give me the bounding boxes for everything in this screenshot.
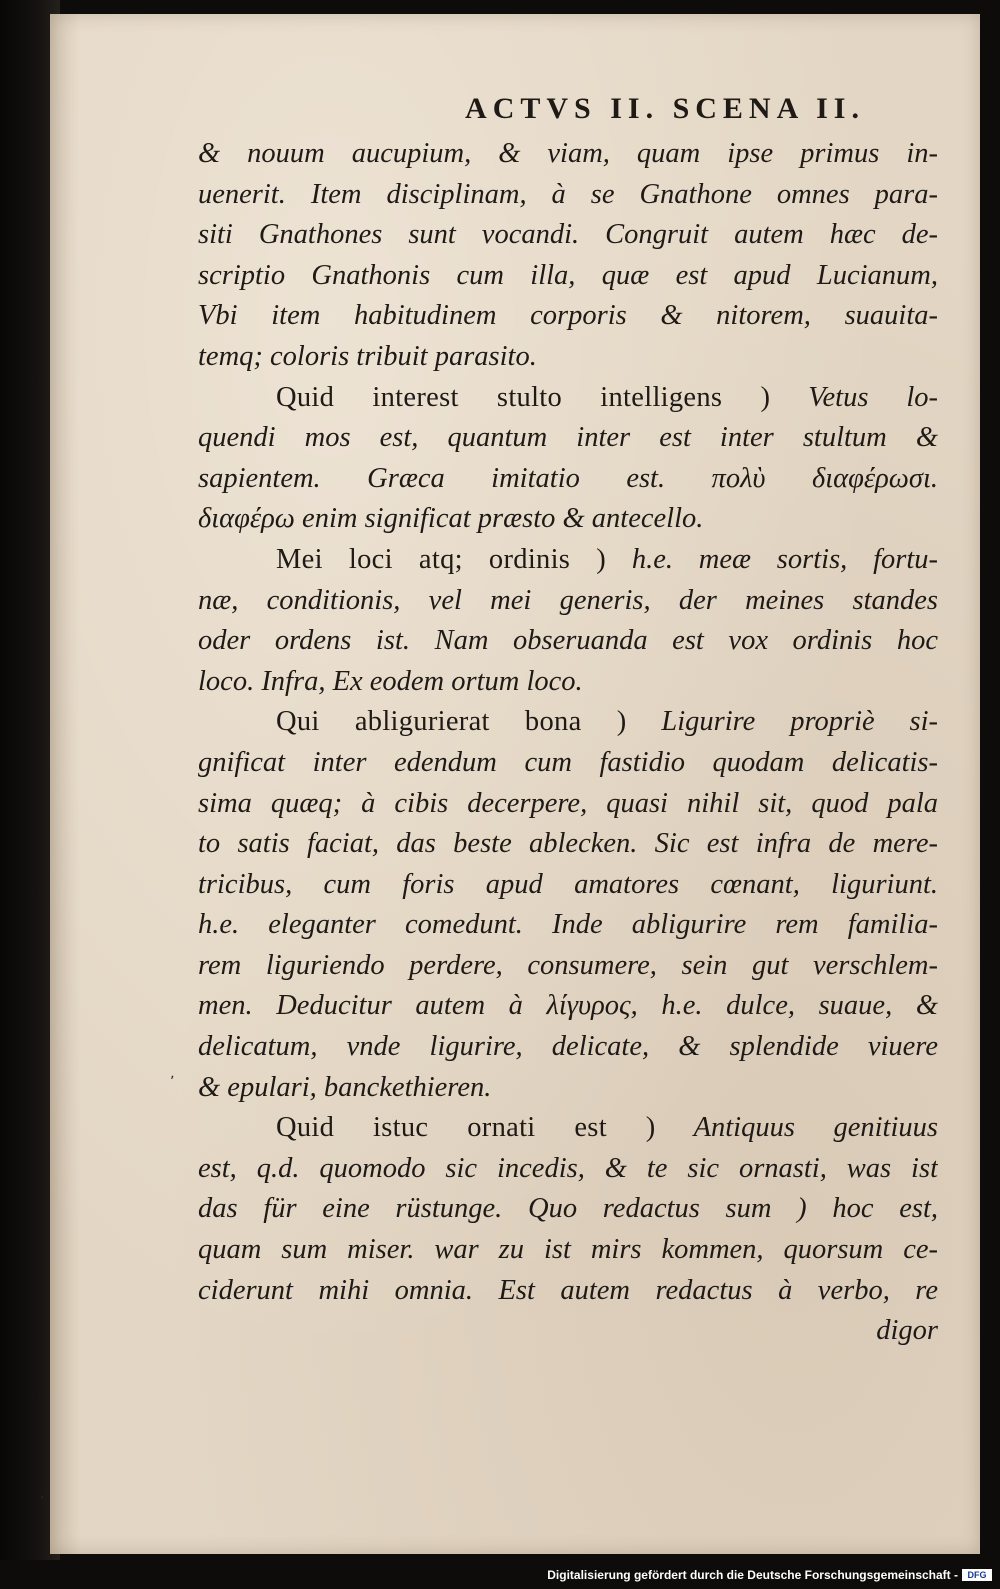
text-line: das für eine rüstunge. Quo redactus sum ) hoc est, [198,1193,938,1225]
running-head: ACTVS II. SCENA II. [465,92,865,125]
text-line: quendi mos est, quantum inter est inter stultum & [198,422,938,454]
catchword: digor [876,1315,938,1347]
text-line: scriptio Gnathonis cum illa, quæ est apud Lucianum, [198,259,938,291]
text-line: rem liguriendo perdere, consumere, sein gut verschlem- [198,949,938,981]
text-line: gnificat inter edendum cum fastidio quodam delicatis- [198,746,938,778]
text-line: tricibus, cum foris apud amatores cœnant, liguriunt. [198,868,938,900]
text-line: Qui abligurierat bona ) Ligurire propriè si- [276,706,938,738]
text-line: Quid interest stulto intelligens ) Vetus lo- [276,381,938,413]
text-line: διαφέρω enim significat præsto & antecello. [198,503,704,535]
text-line: h.e. eleganter comedunt. Inde abligurire rem familia- [198,909,938,941]
text-line: est, q.d. quomodo sic incedis, & te sic ornasti, was ist [198,1152,938,1184]
text-line: loco. Infra, Ex eodem ortum loco. [198,665,583,697]
digitization-credit [547,1565,992,1585]
text-line: sapientem. Græca imitatio est. πολὺ διαφέρωσι. [198,462,938,494]
text-line: Vbi item habitudinem corporis & nitorem, suauita- [198,300,938,332]
text-line: næ, conditionis, vel mei generis, der meines standes [198,584,938,616]
text-line: Quid istuc ornati est ) Antiquus genitiuus [276,1112,938,1144]
text-line: & nouum aucupium, & viam, quam ipse primus in- [198,138,938,169]
text-line: delicatum, vnde ligurire, delicate, & splendide viuere [198,1031,938,1063]
text-line: to satis faciat, das beste ablecken. Sic est infra de mere- [198,828,938,860]
text-line: & epulari, banckethieren. [198,1071,492,1103]
text-line: quam sum miser. war zu ist mirs kommen, quorsum ce- [198,1234,938,1266]
ink-mark: ʼ [40,1494,45,1510]
text-line: ciderunt mihi omnia. Est autem redactus à verbo, re [198,1274,938,1306]
dfg-logo-icon: DFG [962,1569,992,1581]
page-text [198,134,938,1352]
text-line: temq; coloris tribuit parasito. [198,340,537,372]
ink-mark: ʼ [170,1074,175,1090]
text-line: oder ordens ist. Nam obseruanda est vox ordinis hoc [198,625,938,657]
text-line: uenerit. Item disciplinam, à se Gnathone omnes para- [198,178,938,210]
text-line: siti Gnathones sunt vocandi. Congruit autem hæc de- [198,219,938,251]
text-line: sima quæq; à cibis decerpere, quasi nihil sit, quod pala [198,787,938,819]
text-line: Mei loci atq; ordinis ) h.e. meæ sortis, fortu- [276,543,938,575]
text-line: men. Deducitur autem à λίγυρος, h.e. dulce, suaue, & [198,990,938,1022]
credit-text: Digitalisierung gefördert durch die Deutsche Forschungsgemeinschaft - [547,1568,958,1582]
